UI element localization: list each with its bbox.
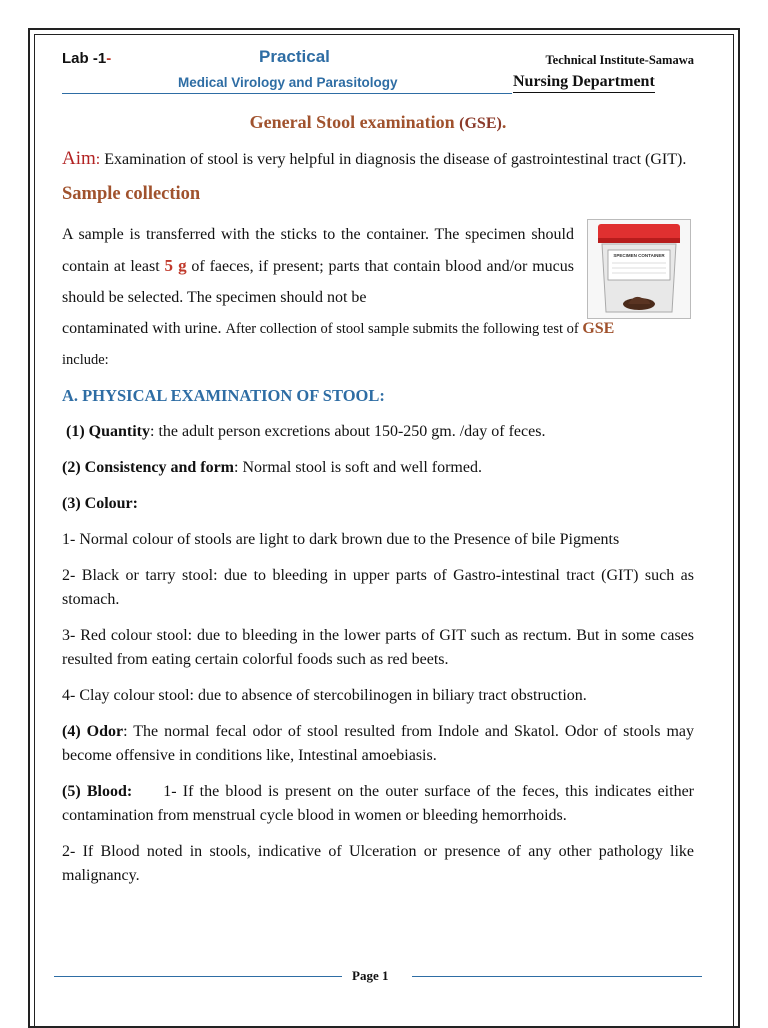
footer-rule-left — [54, 976, 342, 977]
aim-paragraph: Aim: Examination of stool is very helpful in diagnosis the disease of gastrointestinal tract (GIT). — [62, 148, 687, 169]
consistency-item: (2) Consistency and form: Normal stool is soft and well formed. — [62, 459, 482, 476]
document-body — [62, 42, 699, 888]
sample-collection-text: A sample is transferred with the sticks to the container. The specimen should contain at least 5 g of faeces, if present; parts that contain blood and/or mucus should be selected. The specimen should not be — [62, 226, 575, 306]
header-practical: Practical — [259, 47, 330, 66]
blood-item: (5) Blood: 1- If the blood is present on the outer surface of the feces, this indicates either contamination from menstrual cycle blood in women or bleeding hemorrhoids. — [62, 783, 699, 824]
sample-collection-heading: Sample collection — [62, 184, 201, 204]
blood-item-2: 2- If Blood noted in stools, indicative of Ulceration or presence of any other pathology like malignancy. — [62, 843, 694, 884]
sample-amount: 5 g — [164, 256, 187, 275]
department-name: Nursing Department — [513, 73, 655, 93]
sample-collection-section — [62, 219, 694, 313]
footer-rule-right — [412, 976, 702, 977]
page-number: Page 1 — [352, 968, 389, 983]
svg-text:SPECIMEN CONTAINER: SPECIMEN CONTAINER — [613, 253, 665, 258]
institute-name: Technical Institute-Samawa — [545, 53, 694, 67]
specimen-container-image — [587, 219, 691, 319]
colour-item: 2- Black or tarry stool: due to bleeding in upper parts of Gastro-intestinal tract (GIT) such as stomach. — [62, 567, 694, 608]
header-rule — [62, 93, 512, 94]
quantity-item: (1) Quantity: the adult person excretions about 150-250 gm. /day of feces. — [66, 423, 546, 440]
course-name: Medical Virology and Parasitology — [178, 75, 398, 90]
colour-heading: (3) Colour: — [62, 495, 138, 512]
aim-label: Aim — [62, 148, 96, 169]
colour-item: 4- Clay colour stool: due to absence of stercobilinogen in biliary tract obstruction. — [62, 687, 587, 704]
page-header — [62, 42, 694, 98]
colour-item: 3- Red colour stool: due to bleeding in the lower parts of GIT such as rectum. But in some cases resulted from eating certain colorful foods such as red beets. — [62, 627, 694, 668]
lab-number: Lab -1- — [62, 50, 112, 67]
odor-item: (4) Odor: The normal fecal odor of stool resulted from Indole and Skatol. Odor of stools may become offensive in conditions like, Intestinal amoebiasis. — [62, 723, 695, 764]
page-footer — [54, 966, 702, 986]
sample-collection-tail: contaminated with urine. After collection of stool sample submits the following test of GSE — [62, 320, 615, 337]
physical-exam-heading: A. PHYSICAL EXAMINATION OF STOOL: — [62, 386, 385, 405]
page-title: General Stool examination (GSE). — [249, 112, 507, 132]
sample-collection-include: include: — [62, 352, 109, 368]
colour-item: 1- Normal colour of stools are light to dark brown due to the Presence of bile Pigments — [62, 531, 620, 548]
